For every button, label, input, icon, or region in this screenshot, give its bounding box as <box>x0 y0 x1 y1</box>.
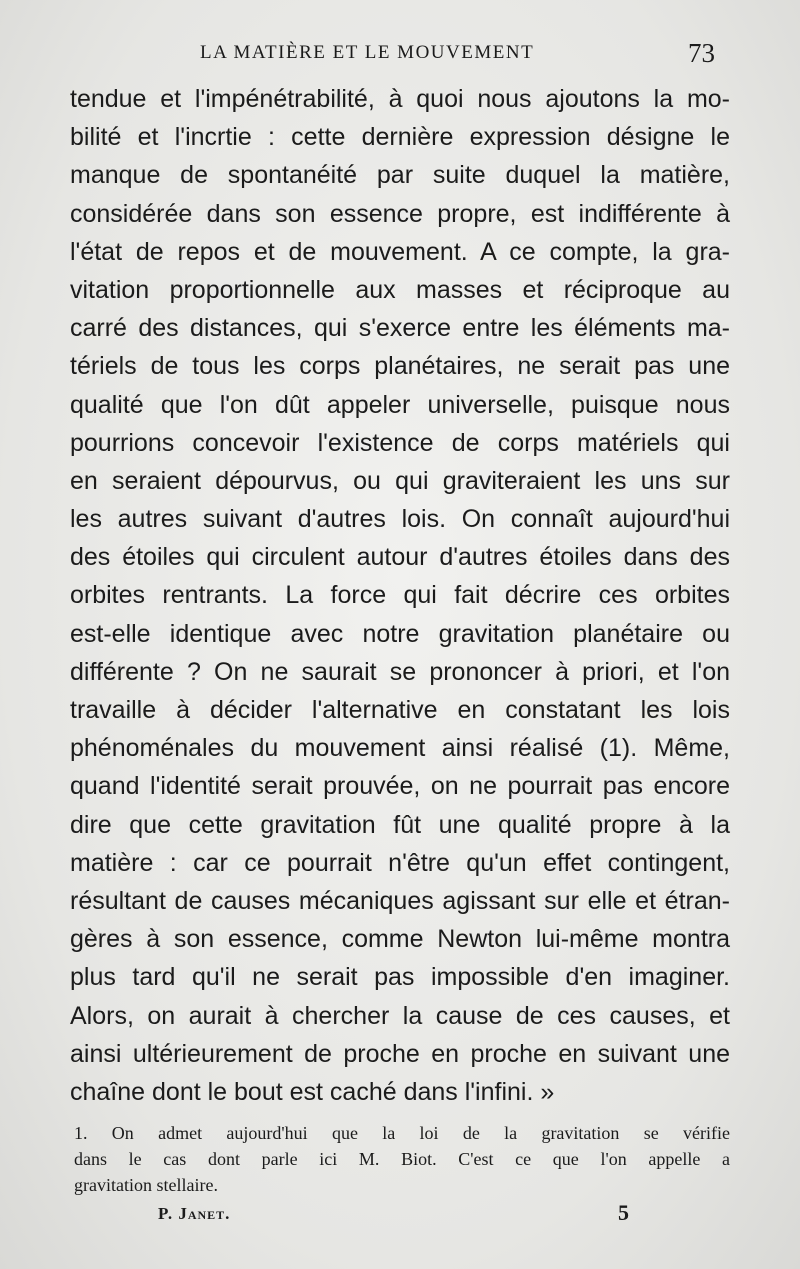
text-line: bilité et l'incrtie : cette dernière expression désigne le <box>70 123 730 152</box>
text-line: gères à son essence, comme Newton lui-même montra <box>70 925 730 954</box>
text-line: est-elle identique avec notre gravitation planétaire ou <box>70 619 730 648</box>
page-number: 73 <box>688 38 715 68</box>
signature-sheet-number: 5 <box>618 1200 629 1225</box>
text-line: différente ? On ne saurait se prononcer à priori, et l'on <box>70 657 730 686</box>
text-line: matière : car ce pourrait n'être qu'un effet contingent, <box>70 848 730 877</box>
text-line: qualité que l'on dût appeler universelle, puisque nous <box>70 390 730 419</box>
text-line: résultant de causes mécaniques agissant sur elle et étran- <box>70 886 730 915</box>
text-line: quand l'identité serait prouvée, on ne pourrait pas encore <box>70 772 730 801</box>
running-title: LA MATIÈRE ET LE MOUVEMENT <box>200 42 535 63</box>
footnote-line: gravitation stellaire. <box>74 1175 218 1195</box>
text-line: tériels de tous les corps planétaires, ne serait pas une <box>70 352 730 381</box>
text-line: plus tard qu'il ne serait pas impossible d'en imaginer. <box>70 963 730 992</box>
text-line: carré des distances, qui s'exerce entre les éléments ma- <box>70 314 730 343</box>
body-text <box>70 80 730 1111</box>
footnote <box>74 1120 730 1198</box>
footnote-line: dans le cas dont parle ici M. Biot. C'est ce que l'on appelle a <box>74 1149 730 1169</box>
text-line: phénoménales du mouvement ainsi réalisé (1). Même, <box>70 734 730 763</box>
text-line: des étoiles qui circulent autour d'autres étoiles dans des <box>70 543 730 572</box>
text-line: chaîne dont le bout est caché dans l'infini. » <box>70 1077 555 1106</box>
text-line: les autres suivant d'autres lois. On connaît aujourd'hui <box>70 505 730 534</box>
text-line: en seraient dépourvus, ou qui graviteraient les uns sur <box>70 466 730 495</box>
text-line: vitation proportionnelle aux masses et réciproque au <box>70 275 730 304</box>
text-line: manque de spontanéité par suite duquel la matière, <box>70 161 730 190</box>
text-line: pourrions concevoir l'existence de corps matériels qui <box>70 428 730 457</box>
text-line: ainsi ultérieurement de proche en proche en suivant une <box>70 1039 730 1068</box>
text-line: considérée dans son essence propre, est indifférente à <box>70 199 730 228</box>
text-line: Alors, on aurait à chercher la cause de ces causes, et <box>70 1001 730 1030</box>
text-line: tendue et l'impénétrabilité, à quoi nous ajoutons la mo- <box>70 85 730 113</box>
text-line: dire que cette gravitation fût une qualité propre à la <box>70 810 730 839</box>
text-line: travaille à décider l'alternative en constatant les lois <box>70 696 730 724</box>
signature-author: P. Janet. <box>158 1204 231 1223</box>
footnote-line: 1. On admet aujourd'hui que la loi de la gravitation se vérifie <box>74 1123 730 1143</box>
signature-line <box>0 1200 800 1230</box>
text-line: orbites rentrants. La force qui fait décrire ces orbites <box>70 581 730 610</box>
running-head <box>0 38 800 68</box>
text-line: l'état de repos et de mouvement. A ce compte, la gra- <box>70 237 730 266</box>
